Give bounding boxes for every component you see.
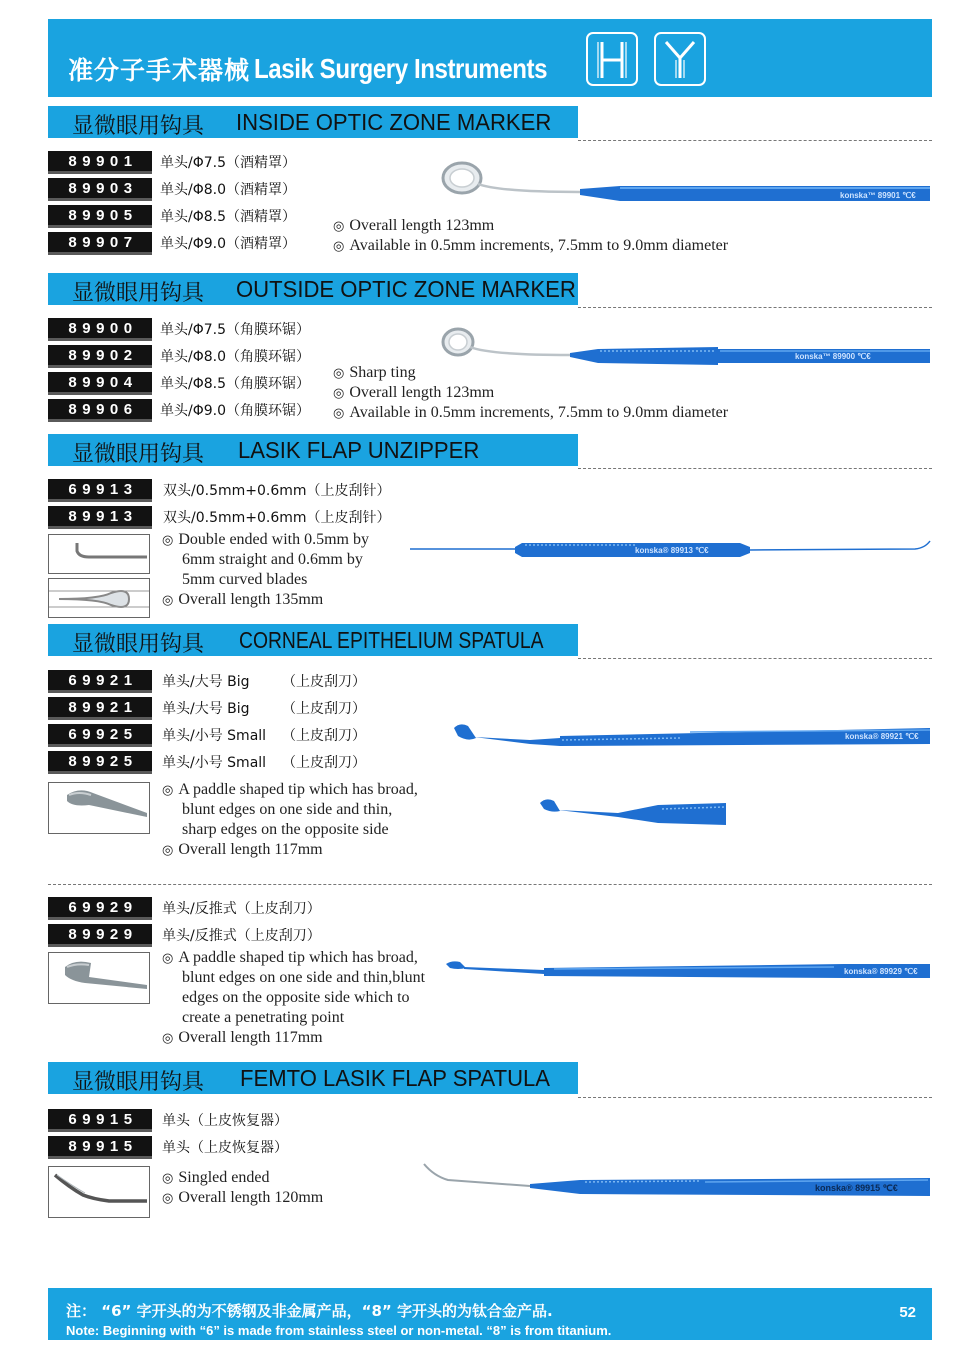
section-title-en: LASIK FLAP UNZIPPER <box>238 437 480 463</box>
engraving-text: konska® 89921 ℃€ <box>845 732 919 741</box>
spec-note: edges on the opposite side which to <box>182 989 410 1006</box>
spec-note: ◎ Overall length 117mm <box>162 841 323 858</box>
section-title-en: INSIDE OPTIC ZONE MARKER <box>236 109 552 135</box>
product-code: 89906 <box>48 399 152 422</box>
product-code: 89904 <box>48 372 152 395</box>
divider <box>578 468 932 469</box>
product-code: 69929 <box>48 897 152 920</box>
spec-note: ◎ Overall length 120mm <box>162 1189 324 1206</box>
product-code: 89915 <box>48 1136 152 1159</box>
product-desc-extra: （上皮刮刀） <box>282 701 366 717</box>
product-desc: 单头/小号 Small <box>162 728 267 744</box>
spec-note: ◎ Available in 0.5mm increments, 7.5mm to 9.0mm diameter <box>333 404 729 421</box>
product-desc: 单头（上皮恢复器） <box>162 1140 288 1156</box>
divider <box>578 658 932 659</box>
spec-note: ◎ Double ended with 0.5mm by <box>162 531 369 548</box>
product-code: 69913 <box>48 479 152 502</box>
h-shape-logo-icon <box>586 32 638 86</box>
spec-note: ◎ A paddle shaped tip which has broad, <box>162 781 418 798</box>
spec-note: ◎ Available in 0.5mm increments, 7.5mm to 9.0mm diameter <box>333 237 729 254</box>
spec-note: ◎ A paddle shaped tip which has broad, <box>162 949 418 966</box>
product-desc: 单头/小号 Small <box>162 755 267 771</box>
tip-detail-thumbnail <box>48 952 150 1004</box>
engraving-text: konska™ 89901 ℃€ <box>840 191 916 200</box>
spec-note: 5mm curved blades <box>182 571 308 588</box>
reverse-spatula-instrument-image <box>444 956 934 986</box>
epithelium-spatula-big-instrument-image <box>450 718 935 753</box>
outside-marker-instrument-image <box>440 325 935 370</box>
tip-detail-thumbnail <box>48 578 150 618</box>
product-desc: 单头/反推式（上皮刮刀） <box>162 928 321 944</box>
product-desc: 单头/Φ9.0（角膜环锯） <box>160 403 311 419</box>
spec-note: 6mm straight and 0.6mm by <box>182 551 363 568</box>
product-desc: 单头/Φ7.5（角膜环锯） <box>160 322 311 338</box>
product-desc: 单头/反推式（上皮刮刀） <box>162 901 321 917</box>
y-shape-logo-icon <box>654 32 706 86</box>
product-code: 69925 <box>48 724 152 747</box>
engraving-text: konska® 89913 ℃€ <box>635 546 709 555</box>
product-code: 89913 <box>48 506 152 529</box>
divider <box>578 1097 932 1098</box>
inside-marker-instrument-image <box>440 158 935 208</box>
product-desc: 单头/Φ8.0（角膜环锯） <box>160 349 311 365</box>
product-desc: 单头/大号 Big <box>162 701 250 717</box>
tip-detail-thumbnail <box>48 534 150 574</box>
product-desc: 双头/0.5mm+0.6mm（上皮刮针） <box>163 510 391 526</box>
flap-unzipper-instrument-image <box>410 535 935 565</box>
spec-note: ◎ Sharp ting <box>333 364 416 381</box>
section-header-inside-marker <box>48 106 578 138</box>
spec-note: create a penetrating point <box>182 1009 345 1026</box>
product-desc-extra: （上皮刮刀） <box>282 755 366 771</box>
product-desc: 双头/0.5mm+0.6mm（上皮刮针） <box>163 483 391 499</box>
product-code: 89903 <box>48 178 152 201</box>
engraving-text: konska™ 89900 ℃€ <box>795 352 871 361</box>
product-code: 69921 <box>48 670 152 693</box>
product-code: 89907 <box>48 232 152 255</box>
product-desc: 单头（上皮恢复器） <box>162 1113 288 1129</box>
footer-bar <box>48 1288 932 1340</box>
product-desc: 单头/Φ8.5（角膜环锯） <box>160 376 311 392</box>
divider <box>48 884 932 885</box>
spec-note: ◎ Overall length 123mm <box>333 217 495 234</box>
footer-note-cn: 注： “6” 字开头的为不锈钢及非金属产品，“8” 字开头的为钛合金产品. <box>66 1302 553 1320</box>
header-title-cn: 准分子手术器械 <box>68 56 251 85</box>
section-title-en: FEMTO LASIK FLAP SPATULA <box>240 1065 551 1091</box>
engraving-text: konska® 89929 ℃€ <box>844 967 918 976</box>
spec-note: blunt edges on one side and thin, <box>182 801 393 818</box>
section-title-cn: 显微眼用钩具 <box>72 1070 205 1095</box>
section-header-epithelium-spatula <box>48 624 578 656</box>
divider <box>578 140 932 141</box>
section-title-en: OUTSIDE OPTIC ZONE MARKER <box>236 276 576 302</box>
product-desc-extra: （上皮刮刀） <box>282 674 366 690</box>
product-desc: 单头/大号 Big <box>162 674 250 690</box>
product-code: 89900 <box>48 318 152 341</box>
section-title-en: CORNEAL EPITHELIUM SPATULA <box>239 627 544 653</box>
product-desc-extra: （上皮刮刀） <box>282 728 366 744</box>
femto-spatula-instrument-image <box>420 1160 934 1200</box>
product-desc: 单头/Φ8.5（酒精罩） <box>160 209 297 225</box>
epithelium-spatula-small-instrument-image <box>538 795 730 827</box>
product-desc: 单头/Φ7.5（酒精罩） <box>160 155 297 171</box>
engraving-text: konska® 89915 ℃€ <box>815 1183 898 1193</box>
section-title-cn: 显微眼用钩具 <box>72 281 205 306</box>
header-title-en: Lasik Surgery Instruments <box>254 53 548 84</box>
tip-detail-thumbnail <box>48 782 150 834</box>
header-bar <box>48 19 932 97</box>
section-header-outside-marker <box>48 273 578 305</box>
spec-note: ◎ Overall length 117mm <box>162 1029 323 1046</box>
product-code: 89901 <box>48 151 152 174</box>
product-code: 89902 <box>48 345 152 368</box>
tip-detail-thumbnail <box>48 1166 150 1218</box>
product-desc: 单头/Φ8.0（酒精罩） <box>160 182 297 198</box>
spec-note: ◎ Overall length 123mm <box>333 384 495 401</box>
product-code: 89905 <box>48 205 152 228</box>
section-header-femto-spatula <box>48 1062 578 1094</box>
section-title-cn: 显微眼用钩具 <box>72 442 205 467</box>
product-code: 89929 <box>48 924 152 947</box>
divider <box>578 307 932 308</box>
section-title-cn: 显微眼用钩具 <box>72 114 205 139</box>
product-code: 89925 <box>48 751 152 774</box>
spec-note: sharp edges on the opposite side <box>182 821 389 838</box>
section-title-cn: 显微眼用钩具 <box>72 632 205 657</box>
spec-note: blunt edges on one side and thin,blunt <box>182 969 426 986</box>
product-code: 69915 <box>48 1109 152 1132</box>
section-header-flap-unzipper <box>48 434 578 466</box>
spec-note: ◎ Overall length 135mm <box>162 591 324 608</box>
spec-note: ◎ Singled ended <box>162 1169 270 1186</box>
footer-note-en: Note: Beginning with “6” is made from stainless steel or non-metal. “8” is from titanium. <box>66 1323 612 1338</box>
page-number: 52 <box>899 1304 916 1321</box>
product-desc: 单头/Φ9.0（酒精罩） <box>160 236 297 252</box>
product-code: 89921 <box>48 697 152 720</box>
